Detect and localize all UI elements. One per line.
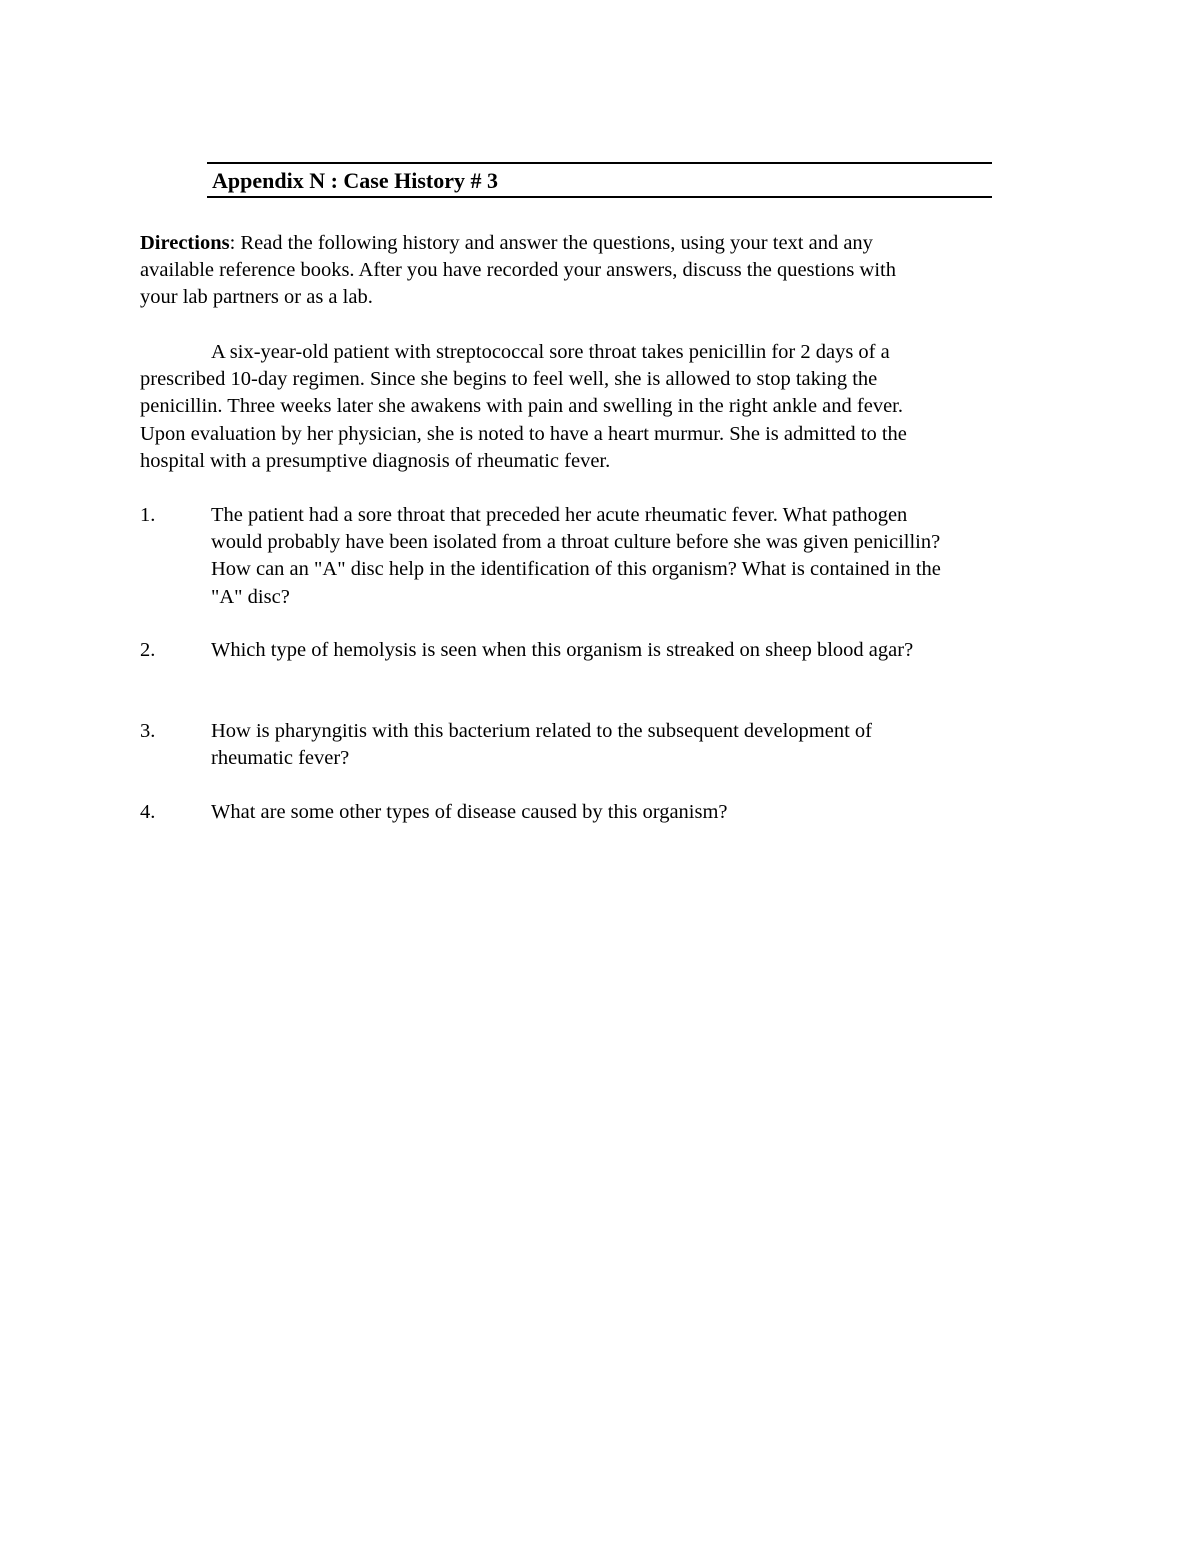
case-history-line: hospital with a presumptive diagnosis of rheumatic fever. [140, 449, 611, 472]
question-text [211, 637, 913, 664]
case-history-line: penicillin. Three weeks later she awakens with pain and swelling in the right ankle and fever. [140, 395, 904, 418]
question-number: 2. [140, 639, 156, 661]
question-line: What are some other types of disease caused by this organism? [211, 801, 728, 823]
title-block [207, 162, 992, 198]
case-history-line: A six-year-old patient with streptococcal sore throat takes penicillin for 2 days of a [211, 341, 890, 363]
question-text [211, 502, 941, 611]
question-number: 1. [140, 504, 156, 526]
directions-text: : Read the following history and answer the questions, using your text and any [229, 232, 873, 254]
directions-line: available reference books. After you have recorded your answers, discuss the questions with [140, 259, 896, 282]
case-history-line: prescribed 10-day regimen. Since she begins to feel well, she is allowed to stop taking the [140, 368, 878, 391]
question-number: 4. [140, 801, 156, 823]
page-title: Appendix N : Case History # 3 [212, 168, 499, 193]
question-number: 3. [140, 720, 156, 742]
question-line: "A" disc? [211, 585, 290, 608]
question-line: would probably have been isolated from a throat culture before she was given penicillin? [211, 531, 941, 554]
question-line: rheumatic fever? [211, 747, 350, 770]
case-history-paragraph [140, 339, 1040, 475]
question-text [211, 718, 872, 772]
question-line: How is pharyngitis with this bacterium related to the subsequent development of [211, 720, 872, 742]
question-line: Which type of hemolysis is seen when this organism is streaked on sheep blood agar? [211, 639, 914, 661]
directions-paragraph [140, 230, 1040, 312]
question-line: How can an "A" disc help in the identification of this organism? What is contained in the [211, 558, 941, 581]
question-line: The patient had a sore throat that preceded her acute rheumatic fever. What pathogen [211, 504, 908, 526]
case-history-line: Upon evaluation by her physician, she is noted to have a heart murmur. She is admitted to the [140, 422, 907, 445]
directions-line [140, 230, 1040, 257]
question-text [211, 799, 728, 826]
directions-line: your lab partners or as a lab. [140, 286, 373, 309]
directions-label: Directions [140, 232, 230, 254]
